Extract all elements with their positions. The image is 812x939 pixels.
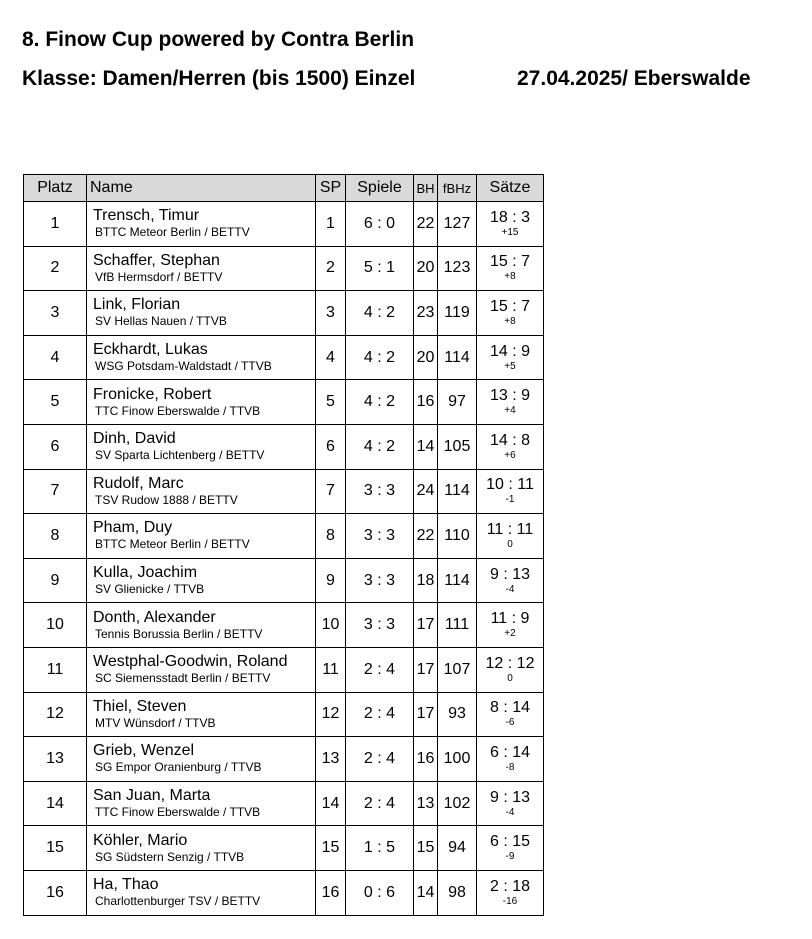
sets-difference: -4 [505,806,515,818]
sp-cell: 11 [316,647,346,692]
player-cell [87,692,316,737]
saetze-cell [477,291,544,336]
platz-cell: 8 [24,514,87,559]
spiele-cell: 2 : 4 [346,737,414,782]
player-name: San Juan, Marta [93,787,211,805]
sets-score: 12 : 12 [485,654,535,672]
results-table [23,174,544,916]
table-row [24,870,544,915]
table-row [24,692,544,737]
fbhz-cell: 111 [438,603,477,648]
fbhz-cell: 119 [438,291,477,336]
player-name: Donth, Alexander [93,608,216,626]
sets-difference: -4 [505,583,515,595]
player-cell [87,246,316,291]
bh-cell: 14 [414,870,438,915]
spiele-cell: 6 : 0 [346,202,414,247]
table-row [24,424,544,469]
fbhz-cell: 110 [438,514,477,559]
player-name: Pham, Duy [93,519,173,537]
bh-cell: 22 [414,514,438,559]
table-header-row [24,175,544,202]
player-cell [87,469,316,514]
saetze-cell [477,335,544,380]
player-cell [87,826,316,871]
player-name: Fronicke, Robert [93,385,212,403]
sp-cell: 7 [316,469,346,514]
col-header-spiele: Spiele [346,175,414,202]
sets-score: 18 : 3 [489,208,531,226]
table-row [24,514,544,559]
table-body [24,202,544,916]
player-cell [87,603,316,648]
player-name: Westphal-Goodwin, Roland [93,653,288,671]
sets-difference: 0 [507,672,513,684]
sp-cell: 5 [316,380,346,425]
date-place: 27.04.2025/ Eberswalde [517,67,751,90]
player-club: MTV Wünsdorf / TTVB [95,715,216,730]
table-row [24,380,544,425]
col-header-name: Name [87,175,316,202]
sets-difference: 0 [507,538,513,550]
sets-score: 11 : 11 [486,520,534,538]
bh-cell: 15 [414,826,438,871]
spiele-cell: 3 : 3 [346,603,414,648]
saetze-cell [477,469,544,514]
player-club: SV Hellas Nauen / TTVB [95,314,227,329]
player-club: SV Glienicke / TTVB [95,582,205,597]
platz-cell: 3 [24,291,87,336]
platz-cell: 11 [24,647,87,692]
col-header-fbhz: fBHz [438,175,477,202]
bh-cell: 16 [414,380,438,425]
player-cell [87,291,316,336]
fbhz-cell: 107 [438,647,477,692]
sets-score: 15 : 7 [489,297,531,315]
fbhz-cell: 102 [438,781,477,826]
table-row [24,291,544,336]
fbhz-cell: 114 [438,335,477,380]
table-row [24,246,544,291]
player-club: WSG Potsdam-Waldstadt / TTVB [95,359,272,374]
player-name: Köhler, Mario [93,831,188,849]
player-name: Kulla, Joachim [93,564,198,582]
saetze-cell [477,692,544,737]
bh-cell: 20 [414,246,438,291]
spiele-cell: 4 : 2 [346,424,414,469]
spiele-cell: 5 : 1 [346,246,414,291]
sets-difference: +6 [504,449,516,461]
sp-cell: 14 [316,781,346,826]
sp-cell: 13 [316,737,346,782]
player-cell [87,781,316,826]
spiele-cell: 4 : 2 [346,380,414,425]
spiele-cell: 3 : 3 [346,558,414,603]
player-club: Tennis Borussia Berlin / BETTV [95,626,263,641]
fbhz-cell: 127 [438,202,477,247]
platz-cell: 7 [24,469,87,514]
sets-difference: +5 [504,360,516,372]
class-label: Klasse: Damen/Herren (bis 1500) Einzel [22,67,416,90]
spiele-cell: 1 : 5 [346,826,414,871]
table-row [24,558,544,603]
sets-score: 11 : 9 [490,610,530,628]
sets-score: 2 : 18 [489,877,531,895]
player-name: Schaffer, Stephan [93,251,220,269]
player-cell [87,424,316,469]
platz-cell: 6 [24,424,87,469]
player-name: Eckhardt, Lukas [93,341,208,359]
sets-score: 9 : 13 [489,565,531,583]
player-club: TTC Finow Eberswalde / TTVB [95,403,261,418]
bh-cell: 18 [414,558,438,603]
player-name: Thiel, Steven [93,697,187,715]
saetze-cell [477,558,544,603]
player-cell [87,514,316,559]
player-club: TSV Rudow 1888 / BETTV [95,492,238,507]
col-header-saetze: Sätze [477,175,544,202]
player-name: Dinh, David [93,430,176,448]
sp-cell: 12 [316,692,346,737]
sp-cell: 6 [316,424,346,469]
class-line [22,67,751,91]
table-row [24,335,544,380]
sets-difference: -6 [505,717,515,729]
spiele-cell: 3 : 3 [346,514,414,559]
sets-score: 15 : 7 [489,253,531,271]
platz-cell: 10 [24,603,87,648]
sp-cell: 1 [316,202,346,247]
spiele-cell: 2 : 4 [346,647,414,692]
bh-cell: 22 [414,202,438,247]
platz-cell: 1 [24,202,87,247]
spiele-cell: 4 : 2 [346,291,414,336]
table-row [24,647,544,692]
fbhz-cell: 105 [438,424,477,469]
player-cell [87,202,316,247]
player-cell [87,737,316,782]
player-club: SC Siemensstadt Berlin / BETTV [95,671,271,686]
saetze-cell [477,424,544,469]
platz-cell: 13 [24,737,87,782]
sets-score: 8 : 14 [489,699,531,717]
saetze-cell [477,380,544,425]
sets-score: 9 : 13 [489,788,531,806]
bh-cell: 14 [414,424,438,469]
player-name: Grieb, Wenzel [93,742,195,760]
saetze-cell [477,781,544,826]
table-row [24,781,544,826]
bh-cell: 16 [414,737,438,782]
player-club: BTTC Meteor Berlin / BETTV [95,225,250,240]
sets-score: 14 : 9 [489,342,531,360]
platz-cell: 15 [24,826,87,871]
bh-cell: 17 [414,692,438,737]
sp-cell: 10 [316,603,346,648]
sp-cell: 3 [316,291,346,336]
player-club: Charlottenburger TSV / BETTV [95,894,261,909]
sets-difference: +8 [504,315,516,327]
platz-cell: 9 [24,558,87,603]
fbhz-cell: 100 [438,737,477,782]
saetze-cell [477,647,544,692]
player-cell [87,335,316,380]
saetze-cell [477,514,544,559]
saetze-cell [477,737,544,782]
table-row [24,469,544,514]
fbhz-cell: 123 [438,246,477,291]
fbhz-cell: 93 [438,692,477,737]
player-cell [87,870,316,915]
player-name: Link, Florian [93,296,181,314]
table-row [24,737,544,782]
platz-cell: 5 [24,380,87,425]
saetze-cell [477,202,544,247]
col-header-sp: SP [316,175,346,202]
spiele-cell: 2 : 4 [346,692,414,737]
fbhz-cell: 97 [438,380,477,425]
bh-cell: 17 [414,603,438,648]
platz-cell: 2 [24,246,87,291]
bh-cell: 17 [414,647,438,692]
spiele-cell: 2 : 4 [346,781,414,826]
sets-score: 14 : 8 [489,431,531,449]
sets-difference: -9 [505,851,515,863]
player-club: SG Südstern Senzig / TTVB [95,849,245,864]
col-header-bh: BH [414,175,438,202]
sets-difference: -16 [502,895,518,907]
bh-cell: 23 [414,291,438,336]
col-header-platz: Platz [24,175,87,202]
player-club: TTC Finow Eberswalde / TTVB [95,805,261,820]
player-club: SG Empor Oranienburg / TTVB [95,760,262,775]
saetze-cell [477,826,544,871]
sp-cell: 4 [316,335,346,380]
saetze-cell [477,246,544,291]
sets-score: 10 : 11 [486,476,534,494]
player-cell [87,558,316,603]
table-row [24,826,544,871]
sets-difference: +4 [504,405,516,417]
sp-cell: 16 [316,870,346,915]
sets-score: 13 : 9 [489,387,531,405]
sets-score: 6 : 15 [489,833,531,851]
player-name: Ha, Thao [93,876,159,894]
page-title: 8. Finow Cup powered by Contra Berlin [22,28,415,51]
bh-cell: 24 [414,469,438,514]
player-club: VfB Hermsdorf / BETTV [95,269,223,284]
spiele-cell: 0 : 6 [346,870,414,915]
spiele-cell: 3 : 3 [346,469,414,514]
player-club: SV Sparta Lichtenberg / BETTV [95,448,265,463]
table-row [24,202,544,247]
platz-cell: 12 [24,692,87,737]
saetze-cell [477,870,544,915]
platz-cell: 16 [24,870,87,915]
sp-cell: 15 [316,826,346,871]
sets-difference: +15 [501,226,519,238]
bh-cell: 13 [414,781,438,826]
fbhz-cell: 114 [438,469,477,514]
sets-difference: +8 [504,271,516,283]
platz-cell: 14 [24,781,87,826]
sp-cell: 8 [316,514,346,559]
player-cell [87,380,316,425]
player-club: BTTC Meteor Berlin / BETTV [95,537,250,552]
sp-cell: 2 [316,246,346,291]
player-name: Rudolf, Marc [93,474,184,492]
sp-cell: 9 [316,558,346,603]
player-cell [87,647,316,692]
sets-difference: -8 [505,761,515,773]
platz-cell: 4 [24,335,87,380]
spiele-cell: 4 : 2 [346,335,414,380]
fbhz-cell: 114 [438,558,477,603]
player-name: Trensch, Timur [93,207,200,225]
sets-difference: -1 [505,494,515,506]
fbhz-cell: 94 [438,826,477,871]
sets-difference: +2 [504,628,516,640]
fbhz-cell: 98 [438,870,477,915]
sets-score: 6 : 14 [489,743,531,761]
bh-cell: 20 [414,335,438,380]
saetze-cell [477,603,544,648]
table-row [24,603,544,648]
